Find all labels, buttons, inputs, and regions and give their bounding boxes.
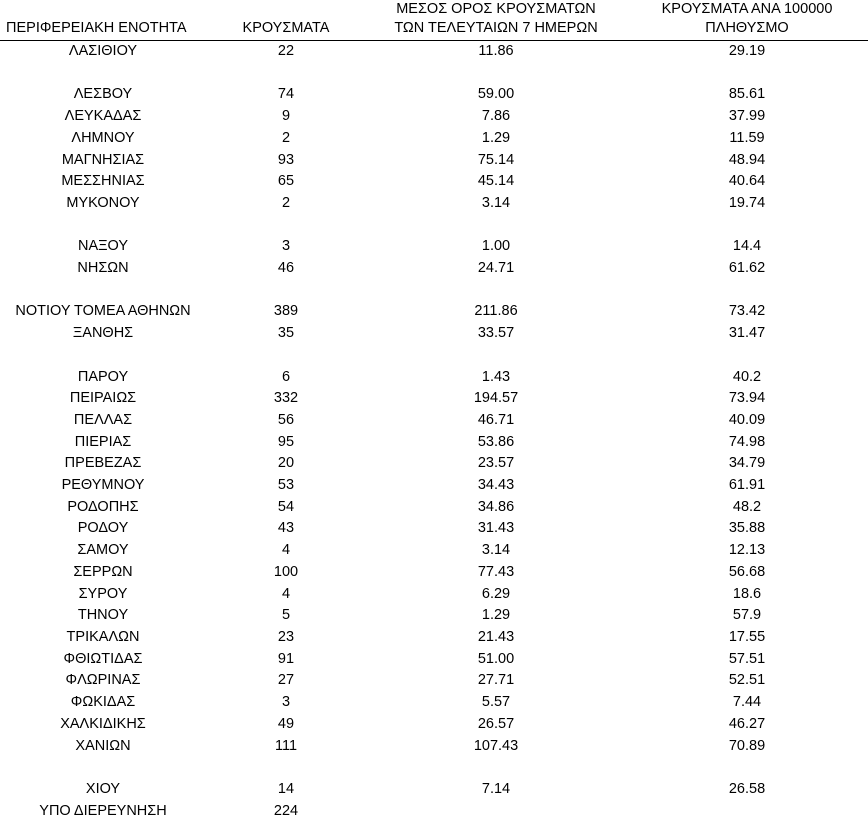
header-row <box>0 0 868 41</box>
cell-avg7: 5.57 <box>481 694 511 711</box>
table-row <box>0 258 868 280</box>
cell-avg7: 194.57 <box>473 390 519 407</box>
table-row <box>0 193 868 215</box>
cell-region-name: ΧΙΟΥ <box>85 780 121 797</box>
cell-cases: 20 <box>277 455 295 472</box>
cell-cases: 4 <box>281 585 291 602</box>
cell-avg7: 27.71 <box>477 672 515 689</box>
header-region-line-1: ΠΕΡΙΦΕΡΕΙΑΚΗ ΕΝΟΤΗΤΑ <box>6 20 187 36</box>
cell-cases: 49 <box>277 715 295 732</box>
cell-avg7: 6.29 <box>481 585 511 602</box>
cell-cases: 56 <box>277 411 295 428</box>
cell-region-name: ΜΑΓΝΗΣΙΑΣ <box>61 151 145 168</box>
cell-per100k: 17.55 <box>728 628 766 645</box>
table-row <box>0 410 868 432</box>
cell-region-name: ΣΕΡΡΩΝ <box>73 563 133 580</box>
cell-avg7: 1.43 <box>481 368 511 385</box>
cell-per100k: 48.2 <box>732 498 762 515</box>
table-spacer-row <box>0 215 868 237</box>
cell-per100k: 70.89 <box>728 737 766 754</box>
table-row <box>0 323 868 345</box>
table-row <box>0 605 868 627</box>
cell-per100k: 52.51 <box>728 672 766 689</box>
spacer-cell <box>206 280 366 302</box>
cell-avg7: 33.57 <box>477 325 515 342</box>
cell-avg7: 51.00 <box>477 650 515 667</box>
cell-per100k: 34.79 <box>728 455 766 472</box>
spacer-cell <box>626 63 868 85</box>
table-row <box>0 627 868 649</box>
spacer-cell <box>366 757 626 779</box>
cell-per100k: 40.64 <box>728 173 766 190</box>
cell-region-name: ΛΕΥΚΑΔΑΣ <box>64 108 142 125</box>
cell-cases: 2 <box>281 194 291 211</box>
table-row <box>0 41 868 63</box>
cell-region-name: ΠΕΛΛΑΣ <box>73 411 133 428</box>
cell-avg7: 59.00 <box>477 86 515 103</box>
table-header <box>0 0 868 41</box>
header-cases <box>206 0 366 41</box>
header-avg7-line-1: ΜΕΣΟΣ ΟΡΟΣ ΚΡΟΥΣΜΑΤΩΝ <box>396 1 596 17</box>
cell-region-name: ΧΑΝΙΩΝ <box>75 737 131 754</box>
table-row <box>0 106 868 128</box>
table-body <box>0 41 868 823</box>
cell-avg7: 7.86 <box>481 108 511 125</box>
cell-per100k: 74.98 <box>728 433 766 450</box>
table-row <box>0 171 868 193</box>
header-region <box>0 0 206 41</box>
cell-cases: 65 <box>277 173 295 190</box>
cell-per100k: 57.9 <box>732 607 762 624</box>
cell-region-name: ΜΕΣΣΗΝΙΑΣ <box>61 173 145 190</box>
cell-avg7: 3.14 <box>481 194 511 211</box>
cell-avg7: 34.43 <box>477 477 515 494</box>
cell-avg7: 211.86 <box>474 303 518 320</box>
cell-region-name: ΡΟΔΟΥ <box>77 520 129 537</box>
table-row <box>0 388 868 410</box>
cell-region-name: ΜΥΚΟΝΟΥ <box>66 194 140 211</box>
cell-cases: 23 <box>277 628 295 645</box>
cell-per100k: 73.94 <box>728 390 766 407</box>
cell-cases: 74 <box>277 86 295 103</box>
cell-cases: 95 <box>277 433 295 450</box>
spacer-cell <box>206 345 366 367</box>
spacer-cell <box>0 215 206 237</box>
cell-avg7: 21.43 <box>477 628 515 645</box>
table-spacer-row <box>0 345 868 367</box>
cell-cases: 43 <box>277 520 295 537</box>
cell-per100k: 35.88 <box>728 520 766 537</box>
cell-region-name: ΛΕΣΒΟΥ <box>73 86 133 103</box>
table-spacer-row <box>0 280 868 302</box>
cell-avg7: 53.86 <box>477 433 515 450</box>
cell-avg7: 1.29 <box>481 607 511 624</box>
cell-avg7: 7.14 <box>481 780 511 797</box>
table-row <box>0 128 868 150</box>
cell-cases: 332 <box>273 390 299 407</box>
table-row <box>0 518 868 540</box>
cell-region-name: ΠΑΡΟΥ <box>77 368 129 385</box>
cell-per100k: 29.19 <box>728 43 766 59</box>
cell-cases: 2 <box>281 129 291 146</box>
cell-cases: 46 <box>277 260 295 277</box>
cell-cases: 3 <box>281 694 291 711</box>
cell-cases: 3 <box>281 238 291 255</box>
cell-cases: 389 <box>273 303 299 320</box>
cell-region-name: ΡΕΘΥΜΝΟΥ <box>61 477 145 494</box>
cell-cases: 54 <box>277 498 295 515</box>
cell-cases: 93 <box>277 151 295 168</box>
cell-region-name: ΠΡΕΒΕΖΑΣ <box>64 455 142 472</box>
header-cases-line-1: ΚΡΟΥΣΜΑΤΑ <box>242 20 330 36</box>
table-row <box>0 714 868 736</box>
cell-per100k <box>626 801 868 823</box>
cell-avg7: 11.86 <box>478 43 514 59</box>
spacer-cell <box>0 757 206 779</box>
spacer-cell <box>206 757 366 779</box>
spacer-cell <box>626 757 868 779</box>
table-row <box>0 453 868 475</box>
cell-region-name: ΝΑΞΟΥ <box>77 238 129 255</box>
cell-region-name: ΛΑΣΙΘΙΟΥ <box>68 43 138 59</box>
cell-per100k: 57.51 <box>728 650 766 667</box>
spacer-cell <box>626 345 868 367</box>
cell-region-name: ΡΟΔΟΠΗΣ <box>67 498 139 515</box>
spacer-cell <box>366 280 626 302</box>
table-row <box>0 692 868 714</box>
spacer-cell <box>366 215 626 237</box>
spacer-cell <box>366 63 626 85</box>
cell-cases: 9 <box>281 108 291 125</box>
cell-cases: 4 <box>281 542 291 559</box>
table-row <box>0 562 868 584</box>
cell-per100k: 37.99 <box>728 108 766 125</box>
cell-per100k: 31.47 <box>728 325 766 342</box>
spacer-cell <box>626 215 868 237</box>
header-per100k-line-1: ΚΡΟΥΣΜΑΤΑ ΑΝΑ 100000 <box>661 1 833 17</box>
cell-avg7: 24.71 <box>477 260 515 277</box>
cell-avg7: 31.43 <box>477 520 515 537</box>
cell-avg7: 75.14 <box>477 151 515 168</box>
table-row <box>0 301 868 323</box>
cell-avg7: 77.43 <box>477 563 515 580</box>
cell-avg7: 1.29 <box>481 129 511 146</box>
spacer-cell <box>206 215 366 237</box>
cell-region-name: ΣΑΜΟΥ <box>77 542 129 559</box>
cell-region-name: ΣΥΡΟΥ <box>78 585 128 602</box>
spacer-cell <box>0 345 206 367</box>
header-avg7 <box>366 0 626 41</box>
cell-region-name: ΧΑΛΚΙΔΙΚΗΣ <box>60 715 146 732</box>
cell-avg7: 26.57 <box>477 715 515 732</box>
cell-per100k: 48.94 <box>728 151 766 168</box>
cell-per100k: 56.68 <box>728 563 766 580</box>
cell-cases: 35 <box>277 325 295 342</box>
cell-per100k: 26.58 <box>728 780 766 797</box>
table-row <box>0 497 868 519</box>
cell-avg7: 107.43 <box>473 737 519 754</box>
cell-region-name: ΠΙΕΡΙΑΣ <box>74 433 132 450</box>
cell-per100k: 14.4 <box>732 238 762 255</box>
cell-region-name: ΦΛΩΡΙΝΑΣ <box>65 672 141 689</box>
cell-avg7: 23.57 <box>477 455 515 472</box>
table-row <box>0 540 868 562</box>
table-spacer-row <box>0 63 868 85</box>
cell-cases: 91 <box>277 650 295 667</box>
spacer-cell <box>206 63 366 85</box>
cell-region-name: ΦΩΚΙΔΑΣ <box>70 694 136 711</box>
cell-cases: 27 <box>277 672 295 689</box>
header-avg7-line-2: ΤΩΝ ΤΕΛΕΥΤΑΙΩΝ 7 ΗΜΕΡΩΝ <box>394 20 598 36</box>
cell-cases: 6 <box>281 368 291 385</box>
cell-region-name: ΛΗΜΝΟΥ <box>71 129 135 146</box>
table-row <box>0 584 868 606</box>
cell-per100k: 19.74 <box>728 194 766 211</box>
table-row <box>0 367 868 389</box>
table-row <box>0 236 868 258</box>
cell-per100k: 85.61 <box>728 86 766 103</box>
cell-per100k: 7.44 <box>732 694 762 711</box>
cell-avg7: 45.14 <box>477 173 515 190</box>
cell-avg7: 3.14 <box>481 542 511 559</box>
cell-avg7 <box>366 801 626 823</box>
cell-region-name: ΝΗΣΩΝ <box>77 260 129 277</box>
table-spacer-row <box>0 757 868 779</box>
table-row <box>0 670 868 692</box>
table-row <box>0 84 868 106</box>
cell-per100k: 12.13 <box>728 542 766 559</box>
cell-avg7: 46.71 <box>477 411 515 428</box>
cell-avg7: 34.86 <box>477 498 515 515</box>
cell-region-name: ΥΠΟ ΔΙΕΡΕΥΝΗΣΗ <box>39 802 167 819</box>
cell-cases: 224 <box>273 802 299 819</box>
cell-cases: 100 <box>273 563 299 580</box>
cell-avg7: 1.00 <box>481 238 511 255</box>
table-row <box>0 475 868 497</box>
cell-per100k: 46.27 <box>728 715 766 732</box>
cell-cases: 111 <box>274 737 298 754</box>
cell-region-name: ΝΟΤΙΟΥ ΤΟΜΕΑ ΑΘΗΝΩΝ <box>15 303 191 320</box>
cell-cases: 22 <box>277 43 295 59</box>
table-row <box>0 649 868 671</box>
cell-region-name: ΠΕΙΡΑΙΩΣ <box>69 390 137 407</box>
cell-region-name: ΤΗΝΟΥ <box>77 607 129 624</box>
cell-per100k: 11.59 <box>729 129 765 146</box>
table-row <box>0 432 868 454</box>
cell-per100k: 73.42 <box>728 303 766 320</box>
header-per100k-line-2: ΠΛΗΘΥΣΜΟ <box>705 20 789 36</box>
spacer-cell <box>366 345 626 367</box>
cell-region-name: ΦΘΙΩΤΙΔΑΣ <box>63 650 143 667</box>
cell-per100k: 18.6 <box>732 585 762 602</box>
cell-cases: 14 <box>277 780 295 797</box>
cell-per100k: 61.91 <box>728 477 766 494</box>
cell-cases: 5 <box>281 607 291 624</box>
cell-region-name: ΤΡΙΚΑΛΩΝ <box>66 628 140 645</box>
cell-per100k: 61.62 <box>728 260 766 277</box>
cell-per100k: 40.2 <box>732 368 762 385</box>
spacer-cell <box>626 280 868 302</box>
table-row <box>0 779 868 801</box>
table-row <box>0 150 868 172</box>
cell-region-name: ΞΑΝΘΗΣ <box>72 325 134 342</box>
table-row <box>0 801 868 823</box>
spacer-cell <box>0 63 206 85</box>
cell-cases: 53 <box>277 477 295 494</box>
table-row <box>0 736 868 758</box>
spacer-cell <box>0 280 206 302</box>
header-per100k <box>626 0 868 41</box>
cell-per100k: 40.09 <box>728 411 766 428</box>
